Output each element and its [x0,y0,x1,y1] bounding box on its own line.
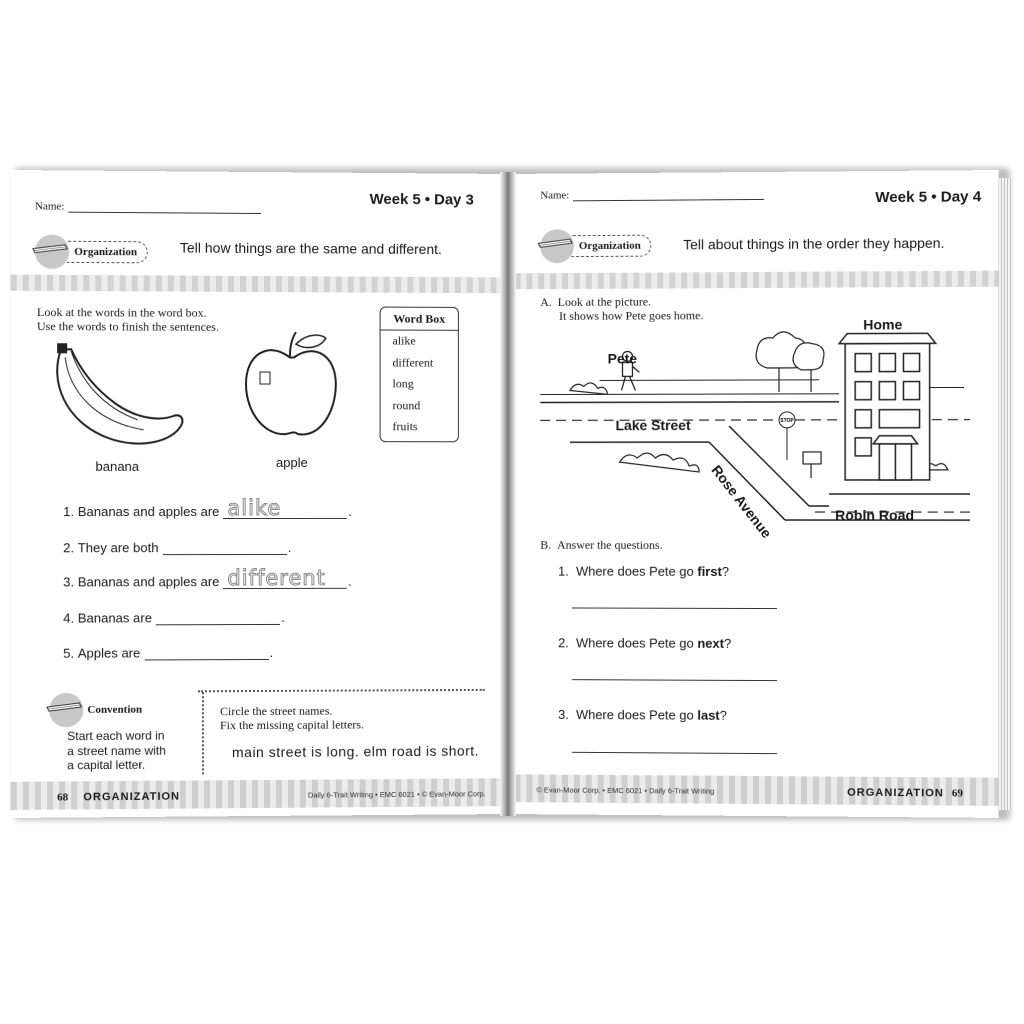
answer-blank[interactable] [156,610,280,625]
badge-circle [540,229,574,263]
sentence-text: Bananas are [77,610,152,626]
name-label: Name: [540,189,570,202]
question-text: Where does Pete go [575,563,694,579]
answer-blank[interactable] [223,565,347,591]
tip-line: a street name with [67,743,166,758]
trait-label: Organization [57,241,148,264]
word-box-item: alike [392,333,416,348]
name-row [35,200,261,214]
trait-label: Organization [562,235,652,257]
answer-line-1[interactable] [572,607,777,609]
word-box-item: long [392,376,414,391]
convention-badge [49,693,152,728]
map-label-lake-street: Lake Street [615,417,691,434]
book-gutter [500,172,516,816]
question-2 [558,635,731,651]
sentence-number: 1. [63,504,75,520]
convention-tip [67,729,166,773]
word-box-title: Word Box [381,308,458,331]
question-1 [558,564,729,579]
map-label-pete: Pete [607,350,637,367]
answer-blank[interactable] [223,495,347,521]
word-box-item: different [392,354,434,370]
stop-sign-text: STOP [780,417,794,424]
left-page [11,170,506,818]
week-title: Week 5 • Day 3 [369,190,474,209]
answer-line-2[interactable] [572,679,777,681]
name-line[interactable] [69,212,262,214]
part-letter: A. [540,295,552,309]
sentence-end: . [287,539,292,555]
part-letter: B. [540,537,552,552]
question-number: 3. [558,706,569,722]
tip-line: a capital letter. [67,757,146,773]
sentence-end: . [269,644,274,660]
answer-blank[interactable] [144,645,268,661]
convention-divider-side [202,692,204,774]
part-b [540,538,662,552]
neighborhood-map [540,319,972,536]
name-row [540,188,764,202]
pencil-icon [536,237,578,257]
sentence-number: 5. [63,645,75,661]
answer-blank[interactable] [163,540,287,555]
part-b-text: Answer the questions. [557,537,663,552]
banana-illustration [47,341,188,452]
question-end: ? [719,707,727,723]
part-a-line: Look at the picture. [557,294,651,309]
task-line: Fix the missing capital letters. [219,717,364,733]
word-box-item: round [392,397,421,412]
sentence-4 [63,610,285,626]
sentence-3 [63,565,352,591]
instructions [37,305,219,334]
sentence-number: 4. [63,610,75,626]
map-label-home: Home [863,316,903,333]
sentence-text: Bananas and apples are [77,504,220,520]
footer-credit: Daily 6-Trait Writing • EMC 6021 • © Evan-Moor Corp. [307,789,486,800]
sentence-end: . [348,503,352,519]
question-3 [558,707,727,723]
convention-label: Convention [71,700,152,721]
sentence-end: . [281,609,285,625]
instruction-line: Use the words to finish the sentences. [36,319,219,334]
task-line: Circle the street names. [219,703,333,719]
map-label-rose-avenue: Rose Avenue [708,462,775,541]
question-end: ? [721,563,730,579]
question-number: 2. [558,635,569,651]
page-number: 69 [951,787,963,800]
question-number: 1. [558,563,569,579]
badge-circle [35,235,69,269]
organization-badge [35,235,148,270]
question-keyword: next [697,635,725,651]
convention-divider-top [198,689,485,692]
page-number: 68 [57,791,69,804]
sentence-2 [63,540,291,555]
week-title: Week 5 • Day 4 [875,188,982,207]
answer-line-3[interactable] [572,752,777,754]
tip-line: Start each word in [67,728,165,744]
footer-credit: © Evan-Moor Corp. • EMC 6021 • Daily 6-Trait Writing [536,785,715,796]
name-line[interactable] [573,199,764,201]
sentence-1 [63,495,352,521]
trait-prompt: Tell about things in the order they happen. [683,234,945,253]
apple-illustration [238,328,342,440]
header-stripe [11,275,505,294]
sentence-5 [63,645,273,661]
convention-sample: main street is long. elm road is short. [231,742,479,761]
question-end: ? [724,635,732,651]
right-page [514,170,999,818]
word-box [380,307,459,443]
instruction-line: Look at the words in the word box. [36,304,207,320]
question-keyword: first [697,563,722,579]
word-box-item: fruits [392,419,418,434]
question-text: Where does Pete go [575,635,694,651]
sentence-text: They are both [77,540,159,556]
banana-caption: banana [95,458,140,474]
name-label: Name: [34,200,65,213]
pencil-icon [45,701,87,721]
map-label-robin-road: Robin Road [835,507,915,524]
apple-caption: apple [275,455,308,471]
pencil-icon [31,243,73,263]
handwritten-answer: different [227,565,326,591]
sentence-text: Apples are [77,645,141,661]
sentence-end: . [348,573,352,589]
header-stripe [515,271,999,290]
question-text: Where does Pete go [575,707,694,723]
sentence-number: 3. [63,574,75,590]
convention-task [220,703,364,732]
sentence-text: Bananas and apples are [77,574,220,590]
footer-section: ORGANIZATION [83,790,181,804]
handwritten-answer: alike [227,495,282,521]
part-a-line: It shows how Pete goes home. [559,308,704,323]
organization-badge [540,229,651,264]
trait-prompt: Tell how things are the same and different. [179,239,442,258]
badge-circle [49,693,83,727]
question-keyword: last [697,707,720,723]
sentence-number: 2. [63,540,75,556]
footer-section: ORGANIZATION [847,786,944,800]
part-a [540,294,703,323]
